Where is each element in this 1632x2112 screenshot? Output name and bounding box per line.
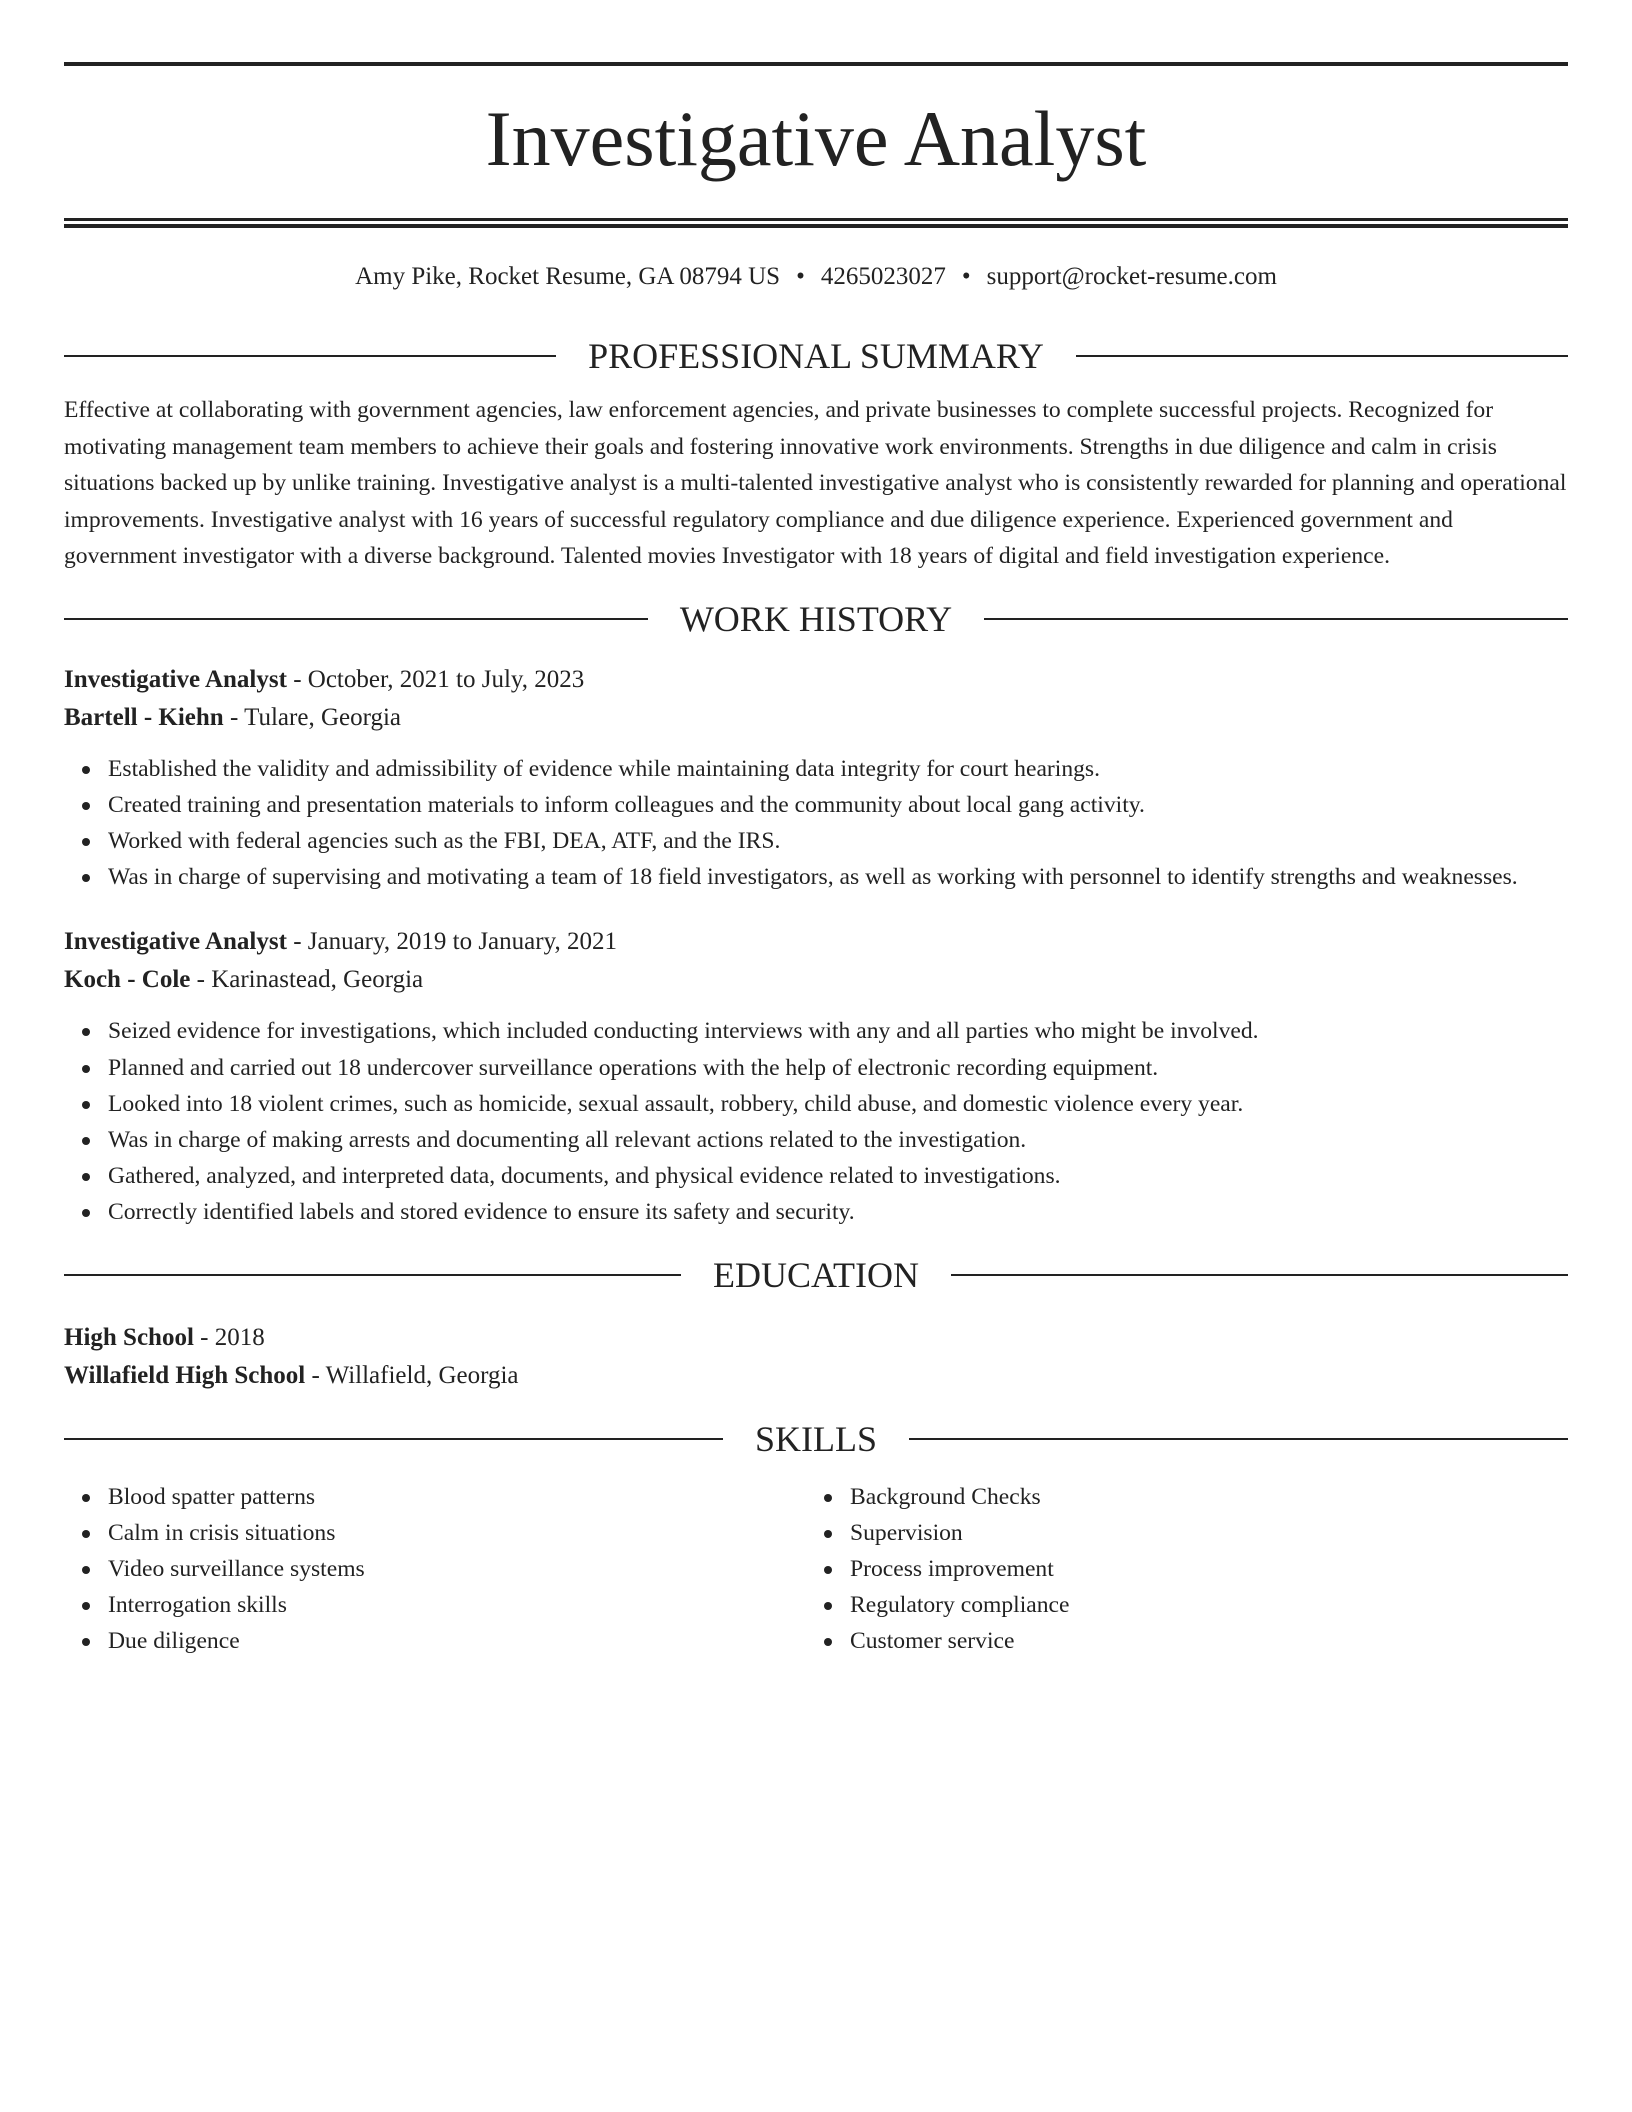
contact-phone: 4265023027: [820, 263, 946, 290]
heading-rule-right: [984, 618, 1568, 620]
education-section-heading: [64, 1253, 1568, 1297]
header-double-rule: [64, 218, 1568, 228]
skill-item: Process improvement: [850, 1551, 1548, 1587]
job-bullet: Looked into 18 violent crimes, such as homicide, sexual assault, robbery, child abuse, and domestic violence every year.: [108, 1086, 1568, 1122]
skills-column-right: [806, 1479, 1548, 1660]
heading-rule-left: [64, 1274, 681, 1276]
job-role: Investigative Analyst: [64, 928, 287, 956]
heading-rule-right: [909, 1438, 1568, 1440]
job-company: Koch - Cole: [64, 966, 191, 994]
job-dates: - January, 2019 to January, 2021: [286, 928, 617, 956]
resume-title: Investigative Analyst: [485, 95, 1147, 182]
job-location: - Karinastead, Georgia: [190, 966, 424, 994]
contact-separator: •: [796, 263, 805, 290]
job-entry: [64, 923, 1568, 1230]
skill-item: Interrogation skills: [108, 1587, 806, 1623]
education-school: Willafield High School: [64, 1361, 306, 1389]
header-top-rule: [64, 62, 1568, 66]
job-bullets: [64, 751, 1568, 896]
job-bullet: Established the validity and admissibility of evidence while maintaining data integrity for court hearings.: [108, 751, 1568, 787]
job-bullet: Seized evidence for investigations, which included conducting interviews with any and all parties who might be involved.: [108, 1013, 1568, 1049]
job-company-line: [64, 699, 1568, 737]
skill-item: Background Checks: [850, 1479, 1548, 1515]
heading-rule-left: [64, 618, 648, 620]
job-location: - Tulare, Georgia: [223, 703, 402, 731]
skill-item: Calm in crisis situations: [108, 1515, 806, 1551]
job-company: Bartell - Kiehn: [64, 703, 224, 731]
education-heading-text: EDUCATION: [713, 1254, 919, 1295]
skills-section-heading: [64, 1417, 1568, 1461]
education-year: - 2018: [193, 1323, 265, 1351]
heading-rule-right: [1076, 355, 1568, 357]
heading-rule-left: [64, 355, 556, 357]
contact-separator: •: [961, 263, 971, 290]
job-bullet: Created training and presentation materials to inform colleagues and the community about local gang activity.: [108, 787, 1568, 823]
education-entry: [64, 1319, 1568, 1395]
skills-bullets: [64, 1479, 806, 1660]
heading-rule-right: [951, 1274, 1568, 1276]
job-bullet: Correctly identified labels and stored evidence to ensure its safety and security.: [108, 1194, 1568, 1230]
contact-address: Amy Pike, Rocket Resume, GA 08794 US: [355, 263, 781, 290]
job-bullet: Planned and carried out 18 undercover surveillance operations with the help of electronic recording equipment.: [108, 1050, 1568, 1086]
education-degree: High School: [64, 1323, 194, 1351]
contact-line: [64, 262, 1568, 292]
education-location: - Willafield, Georgia: [305, 1361, 519, 1389]
contact-email: support@rocket-resume.com: [986, 263, 1277, 290]
skills-column-left: [64, 1479, 806, 1660]
skills-list: [64, 1479, 1568, 1660]
job-bullet: Was in charge of making arrests and documenting all relevant actions related to the investigation.: [108, 1122, 1568, 1158]
job-company-line: [64, 961, 1568, 999]
skill-item: Due diligence: [108, 1623, 806, 1659]
job-entry: [64, 661, 1568, 896]
work-heading-text: WORK HISTORY: [679, 598, 953, 639]
skill-item: Supervision: [850, 1515, 1548, 1551]
education-school-line: [64, 1357, 1568, 1395]
education-degree-line: [64, 1319, 1568, 1357]
skills-heading-text: SKILLS: [755, 1418, 878, 1459]
summary-heading-text: PROFESSIONAL SUMMARY: [588, 336, 1044, 376]
job-bullet: Gathered, analyzed, and interpreted data, documents, and physical evidence related to investigations.: [108, 1158, 1568, 1194]
skill-item: Regulatory compliance: [850, 1587, 1548, 1623]
skills-bullets: [806, 1479, 1548, 1660]
job-role: Investigative Analyst: [64, 665, 287, 693]
summary-section-heading: [64, 334, 1568, 378]
skill-item: Video surveillance systems: [108, 1551, 806, 1587]
skill-item: Customer service: [850, 1623, 1548, 1659]
skill-item: Blood spatter patterns: [108, 1479, 806, 1515]
job-bullet: Worked with federal agencies such as the FBI, DEA, ATF, and the IRS.: [108, 823, 1568, 859]
job-bullets: [64, 1013, 1568, 1230]
job-bullet: Was in charge of supervising and motivating a team of 18 field investigators, as well as working with personnel to identify strengths and weaknesses.: [108, 859, 1568, 895]
job-role-line: [64, 923, 1568, 961]
work-section-heading: [64, 597, 1568, 641]
job-dates: - October, 2021 to July, 2023: [286, 665, 585, 693]
heading-rule-left: [64, 1438, 723, 1440]
job-role-line: [64, 661, 1568, 699]
summary-text: Effective at collaborating with government agencies, law enforcement agencies, and private businesses to complete successful projects. Recognized for motivating management team members to achieve their goals and fostering innovative work environments. Strengths in due diligence and calm in crisis situations backed up by unlike training. Investigative analyst is a multi-talented investigative analyst who is consistently rewarded for planning and operational improvements. Investigative analyst with 16 years of successful regulatory compliance and due diligence experience. Experienced government and government investigator with a diverse background. Talented movies Investigator with 18 years of digital and field investigation experience.: [64, 397, 1567, 569]
